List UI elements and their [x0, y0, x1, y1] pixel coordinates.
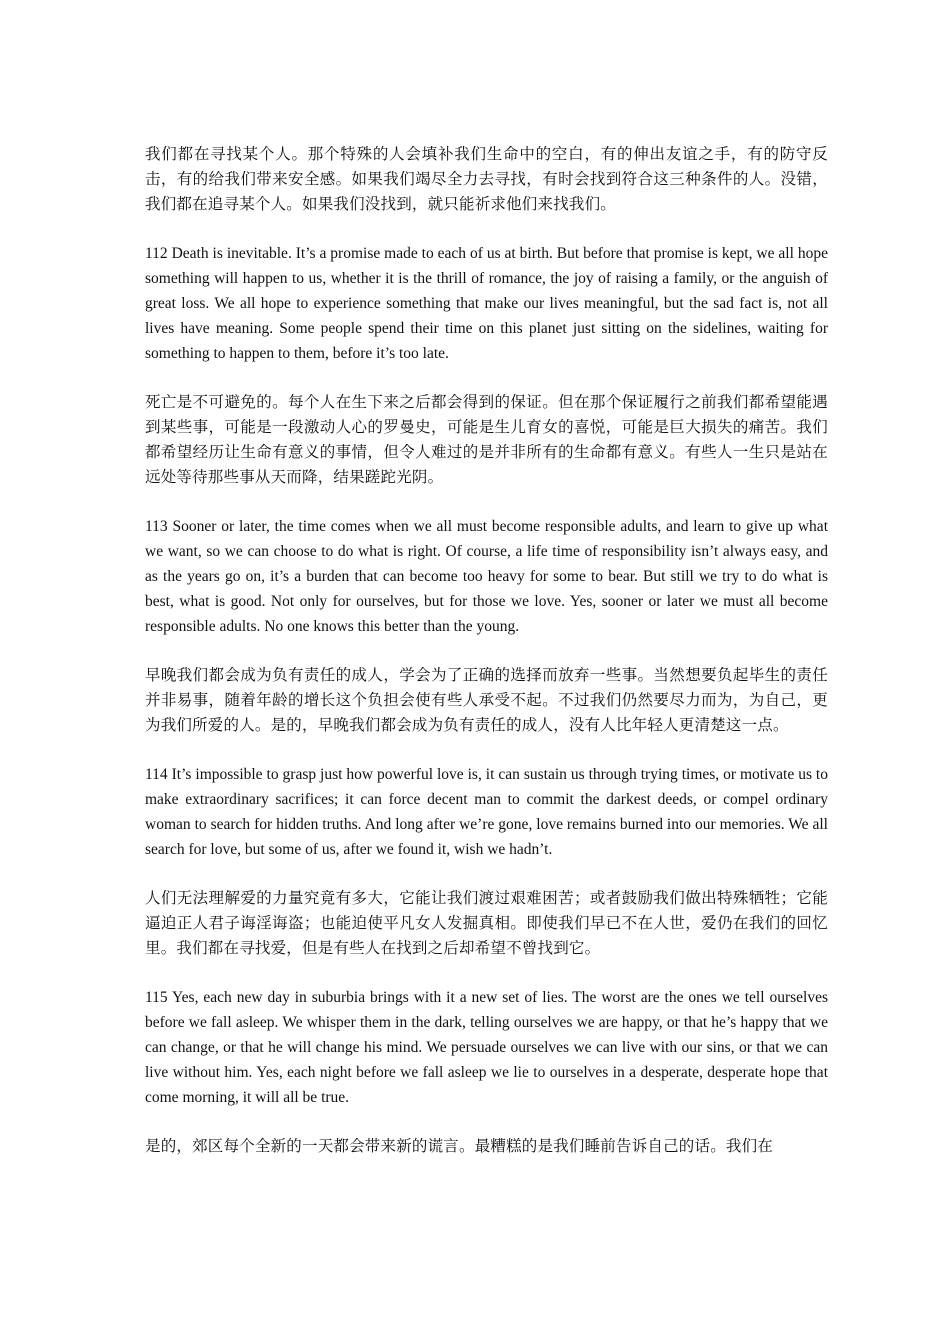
- document-page: [145, 142, 828, 1183]
- paragraph-115-zh: 是的，郊区每个全新的一天都会带来新的谎言。最糟糕的是我们睡前告诉自己的话。我们在: [145, 1137, 774, 1155]
- paragraph-112-en: 112 Death is inevitable. It’s a promise made to each of us at birth. But before that promise is kept, we all hope something will happen to us, whether it is the thrill of romance, the joy of raising a family, or the anguish of great loss. We all hope to experience something that make our lives meaningful, but the sad fact is, not all lives have meaning. Some people spend their time on this planet just sitting on the sidelines, waiting for something to happen to them, before it’s too late.: [145, 245, 828, 362]
- paragraph-zh-intro: 我们都在寻找某个人。那个特殊的人会填补我们生命中的空白，有的伸出友谊之手，有的防守反击，有的给我们带来安全感。如果我们竭尽全力去寻找，有时会找到符合这三种条件的人。没错，我们都在追寻某个人。如果我们没找到，就只能祈求他们来找我们。: [145, 145, 828, 213]
- paragraph-115-en: 115 Yes, each new day in suburbia brings with it a new set of lies. The worst are the ones we tell ourselves before we fall asleep. We whisper them in the dark, telling ourselves we are happy, or that he’s happy that we can change, or that he will change his mind. We persuade ourselves we can live with our sins, or that we can live without him. Yes, each night before we fall asleep we lie to ourselves in a desperate, desperate hope that come morning, it will all be true.: [145, 989, 828, 1106]
- paragraph-113-en: 113 Sooner or later, the time comes when we all must become responsible adults, and learn to give up what we want, so we can choose to do what is right. Of course, a life time of responsibility isn’t always easy, and as the years go on, it’s a burden that can become too heavy for some to bear. But still we try to do what is best, what is good. Not only for ourselves, but for those we love. Yes, sooner or later we must all become responsible adults. No one knows this better than the young.: [145, 518, 828, 635]
- paragraph-112-zh: 死亡是不可避免的。每个人在生下来之后都会得到的保证。但在那个保证履行之前我们都希望能遇到某些事，可能是一段激动人心的罗曼史，可能是生儿育女的喜悦，可能是巨大损失的痛苦。我们都希望经历让生命有意义的事情，但令人难过的是并非所有的生命都有意义。有些人一生只是站在远处等待那些事从天而降，结果蹉跎光阴。: [145, 393, 828, 486]
- paragraph-114-zh: 人们无法理解爱的力量究竟有多大，它能让我们渡过艰难困苦；或者鼓励我们做出特殊牺牲；它能逼迫正人君子诲淫诲盗；也能迫使平凡女人发掘真相。即使我们早已不在人世，爱仍在我们的回忆里。我们都在寻找爱，但是有些人在找到之后却希望不曾找到它。: [145, 889, 828, 957]
- paragraph-114-en: 114 It’s impossible to grasp just how powerful love is, it can sustain us through trying times, or motivate us to make extraordinary sacrifices; it can force decent man to commit the darkest deeds, or compel ordinary woman to search for hidden truths. And long after we’re gone, love remains burned into our memories. We all search for love, but some of us, after we found it, wish we hadn’t.: [145, 766, 828, 858]
- paragraph-113-zh: 早晚我们都会成为负有责任的成人，学会为了正确的选择而放弃一些事。当然想要负起毕生的责任并非易事，随着年龄的增长这个负担会使有些人承受不起。不过我们仍然要尽力而为，为自己，更为我们所爱的人。是的，早晚我们都会成为负有责任的成人，没有人比年轻人更清楚这一点。: [145, 666, 828, 734]
